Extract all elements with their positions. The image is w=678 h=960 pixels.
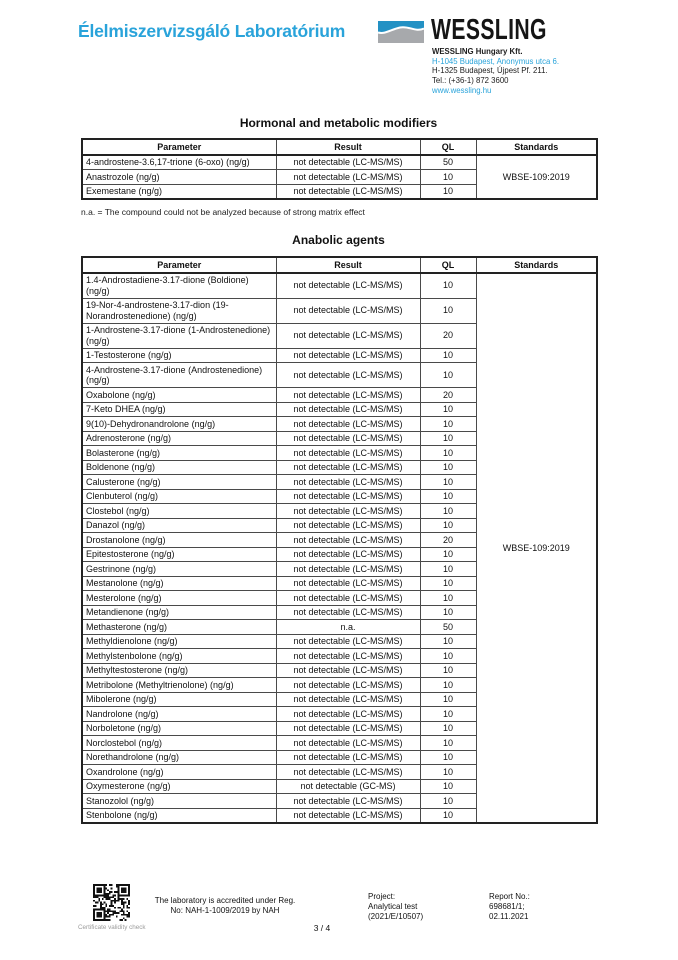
ql-cell: 10 <box>420 489 476 504</box>
accreditation-line-2: No: NAH-1-1009/2019 by NAH <box>170 906 280 915</box>
param-cell: Norclostebol (ng/g) <box>82 736 276 751</box>
param-cell: 1-Testosterone (ng/g) <box>82 348 276 363</box>
ql-cell: 10 <box>420 634 476 649</box>
result-cell: not detectable (LC-MS/MS) <box>276 591 420 606</box>
param-cell: Oxabolone (ng/g) <box>82 388 276 403</box>
address-line-2: H-1325 Budapest, Újpest Pf. 211. <box>432 66 548 76</box>
ql-cell: 10 <box>420 170 476 185</box>
ql-cell: 10 <box>420 605 476 620</box>
project-label: Project: <box>368 892 396 901</box>
section-title-anabolic: Anabolic agents <box>292 233 385 247</box>
ql-cell: 50 <box>420 155 476 170</box>
ql-cell: 10 <box>420 417 476 432</box>
result-cell: not detectable (LC-MS/MS) <box>276 446 420 461</box>
param-cell: Danazol (ng/g) <box>82 518 276 533</box>
result-cell: not detectable (LC-MS/MS) <box>276 663 420 678</box>
ql-cell: 50 <box>420 620 476 635</box>
result-cell: not detectable (LC-MS/MS) <box>276 504 420 519</box>
param-cell: 1.4-Androstadiene-3.17-dione (Boldione) (ng/g) <box>82 273 276 299</box>
standards-cell: WBSE-109:2019 <box>476 155 597 200</box>
param-cell: Mibolerone (ng/g) <box>82 692 276 707</box>
column-header: Result <box>276 139 420 155</box>
param-cell: 1-Androstene-3.17-dione (1-Androstenedione) (ng/g) <box>82 323 276 348</box>
ql-cell: 10 <box>420 518 476 533</box>
param-cell: Boldenone (ng/g) <box>82 460 276 475</box>
hormonal-modifiers-table <box>81 138 598 200</box>
result-cell: not detectable (LC-MS/MS) <box>276 184 420 199</box>
result-cell: not detectable (LC-MS/MS) <box>276 489 420 504</box>
ql-cell: 10 <box>420 779 476 794</box>
column-header: QL <box>420 139 476 155</box>
ql-cell: 10 <box>420 794 476 809</box>
param-cell: Stanozolol (ng/g) <box>82 794 276 809</box>
param-cell: Adrenosterone (ng/g) <box>82 431 276 446</box>
table-row <box>82 273 597 299</box>
result-cell: not detectable (LC-MS/MS) <box>276 402 420 417</box>
ql-cell: 10 <box>420 363 476 388</box>
ql-cell: 10 <box>420 446 476 461</box>
column-header: Standards <box>476 257 597 273</box>
report-block <box>489 892 530 922</box>
standards-cell: WBSE-109:2019 <box>476 273 597 824</box>
result-cell: not detectable (LC-MS/MS) <box>276 765 420 780</box>
result-cell: not detectable (LC-MS/MS) <box>276 363 420 388</box>
qr-code <box>93 884 130 921</box>
result-cell: not detectable (LC-MS/MS) <box>276 273 420 299</box>
ql-cell: 10 <box>420 184 476 199</box>
param-cell: Clostebol (ng/g) <box>82 504 276 519</box>
param-cell: Norboletone (ng/g) <box>82 721 276 736</box>
ql-cell: 10 <box>420 663 476 678</box>
ql-cell: 10 <box>420 298 476 323</box>
result-cell: not detectable (LC-MS/MS) <box>276 721 420 736</box>
lab-department-title: Élelmiszervizsgáló Laboratórium <box>78 21 346 41</box>
ql-cell: 10 <box>420 692 476 707</box>
table-header-row <box>82 257 597 273</box>
ql-cell: 10 <box>420 460 476 475</box>
param-cell: Mesterolone (ng/g) <box>82 591 276 606</box>
param-cell: Oxandrolone (ng/g) <box>82 765 276 780</box>
column-header: Standards <box>476 139 597 155</box>
result-cell: n.a. <box>276 620 420 635</box>
result-cell: not detectable (LC-MS/MS) <box>276 460 420 475</box>
ql-cell: 10 <box>420 591 476 606</box>
accreditation-line-1: The laboratory is accredited under Reg. <box>154 896 296 905</box>
param-cell: Methyltestosterone (ng/g) <box>82 663 276 678</box>
qr-caption: Certificate validity check <box>78 924 146 931</box>
ql-cell: 10 <box>420 562 476 577</box>
result-cell: not detectable (LC-MS/MS) <box>276 417 420 432</box>
column-header: Parameter <box>82 257 276 273</box>
report-number: 698681/1; <box>489 902 525 911</box>
param-cell: Mestanolone (ng/g) <box>82 576 276 591</box>
anabolic-agents-table <box>81 256 598 824</box>
param-cell: 4-Androstene-3.17-dione (Androstenedione) (ng/g) <box>82 363 276 388</box>
param-cell: Methasterone (ng/g) <box>82 620 276 635</box>
param-cell: Epitestosterone (ng/g) <box>82 547 276 562</box>
result-cell: not detectable (LC-MS/MS) <box>276 155 420 170</box>
ql-cell: 10 <box>420 348 476 363</box>
ql-cell: 10 <box>420 431 476 446</box>
address-line-1: H-1045 Budapest, Anonymus utca 6. <box>432 56 559 66</box>
result-cell: not detectable (LC-MS/MS) <box>276 750 420 765</box>
report-number-label: Report No.: <box>489 892 530 901</box>
page-number: 3 / 4 <box>313 923 331 933</box>
param-cell: Norethandrolone (ng/g) <box>82 750 276 765</box>
result-cell: not detectable (LC-MS/MS) <box>276 431 420 446</box>
param-cell: 4-androstene-3.6,17-trione (6-oxo) (ng/g) <box>82 155 276 170</box>
accreditation-note <box>130 896 320 916</box>
param-cell: Metribolone (Methyltrienolone) (ng/g) <box>82 678 276 693</box>
param-cell: 7-Keto DHEA (ng/g) <box>82 402 276 417</box>
result-cell: not detectable (LC-MS/MS) <box>276 388 420 403</box>
param-cell: Stenbolone (ng/g) <box>82 808 276 823</box>
result-cell: not detectable (LC-MS/MS) <box>276 692 420 707</box>
ql-cell: 10 <box>420 649 476 664</box>
ql-cell: 20 <box>420 323 476 348</box>
result-cell: not detectable (LC-MS/MS) <box>276 794 420 809</box>
param-cell: Drostanolone (ng/g) <box>82 533 276 548</box>
project-block <box>368 892 423 922</box>
report-date: 02.11.2021 <box>489 912 529 921</box>
result-cell: not detectable (LC-MS/MS) <box>276 323 420 348</box>
na-footnote: n.a. = The compound could not be analyzed because of strong matrix effect <box>81 207 365 217</box>
project-name: Analytical test <box>368 902 418 911</box>
result-cell: not detectable (LC-MS/MS) <box>276 562 420 577</box>
result-cell: not detectable (LC-MS/MS) <box>276 518 420 533</box>
wessling-logo-icon <box>378 21 424 43</box>
param-cell: Methylstenbolone (ng/g) <box>82 649 276 664</box>
result-cell: not detectable (LC-MS/MS) <box>276 533 420 548</box>
result-cell: not detectable (LC-MS/MS) <box>276 605 420 620</box>
ql-cell: 10 <box>420 402 476 417</box>
param-cell: Metandienone (ng/g) <box>82 605 276 620</box>
ql-cell: 10 <box>420 736 476 751</box>
phone-line: Tel.: (+36-1) 872 3600 <box>432 76 509 86</box>
ql-cell: 10 <box>420 273 476 299</box>
param-cell: Bolasterone (ng/g) <box>82 446 276 461</box>
brand-wordmark: WESSLING <box>431 14 547 46</box>
column-header: Result <box>276 257 420 273</box>
param-cell: Anastrozole (ng/g) <box>82 170 276 185</box>
column-header: QL <box>420 257 476 273</box>
result-cell: not detectable (LC-MS/MS) <box>276 678 420 693</box>
param-cell: Exemestane (ng/g) <box>82 184 276 199</box>
table-header-row <box>82 139 597 155</box>
ql-cell: 10 <box>420 721 476 736</box>
company-address-block <box>432 47 559 96</box>
param-cell: 9(10)-Dehydronandrolone (ng/g) <box>82 417 276 432</box>
result-cell: not detectable (LC-MS/MS) <box>276 649 420 664</box>
result-cell: not detectable (LC-MS/MS) <box>276 736 420 751</box>
ql-cell: 10 <box>420 678 476 693</box>
project-code: (2021/E/10507) <box>368 912 424 921</box>
ql-cell: 10 <box>420 576 476 591</box>
result-cell: not detectable (LC-MS/MS) <box>276 475 420 490</box>
result-cell: not detectable (LC-MS/MS) <box>276 298 420 323</box>
param-cell: Calusterone (ng/g) <box>82 475 276 490</box>
result-cell: not detectable (LC-MS/MS) <box>276 707 420 722</box>
ql-cell: 10 <box>420 808 476 823</box>
table-row <box>82 155 597 170</box>
param-cell: Nandrolone (ng/g) <box>82 707 276 722</box>
param-cell: Oxymesterone (ng/g) <box>82 779 276 794</box>
param-cell: Gestrinone (ng/g) <box>82 562 276 577</box>
result-cell: not detectable (LC-MS/MS) <box>276 348 420 363</box>
result-cell: not detectable (LC-MS/MS) <box>276 634 420 649</box>
result-cell: not detectable (LC-MS/MS) <box>276 547 420 562</box>
result-cell: not detectable (LC-MS/MS) <box>276 576 420 591</box>
ql-cell: 20 <box>420 533 476 548</box>
ql-cell: 10 <box>420 707 476 722</box>
ql-cell: 10 <box>420 765 476 780</box>
ql-cell: 10 <box>420 475 476 490</box>
section-title-hormonal: Hormonal and metabolic modifiers <box>239 116 438 130</box>
result-cell: not detectable (GC-MS) <box>276 779 420 794</box>
website-link: www.wessling.hu <box>432 85 492 95</box>
company-name: WESSLING Hungary Kft. <box>432 47 523 56</box>
ql-cell: 10 <box>420 504 476 519</box>
result-cell: not detectable (LC-MS/MS) <box>276 170 420 185</box>
ql-cell: 10 <box>420 750 476 765</box>
ql-cell: 10 <box>420 547 476 562</box>
ql-cell: 20 <box>420 388 476 403</box>
param-cell: 19-Nor-4-androstene-3.17-dion (19-Norandrostenedione) (ng/g) <box>82 298 276 323</box>
column-header: Parameter <box>82 139 276 155</box>
param-cell: Methyldienolone (ng/g) <box>82 634 276 649</box>
result-cell: not detectable (LC-MS/MS) <box>276 808 420 823</box>
param-cell: Clenbuterol (ng/g) <box>82 489 276 504</box>
